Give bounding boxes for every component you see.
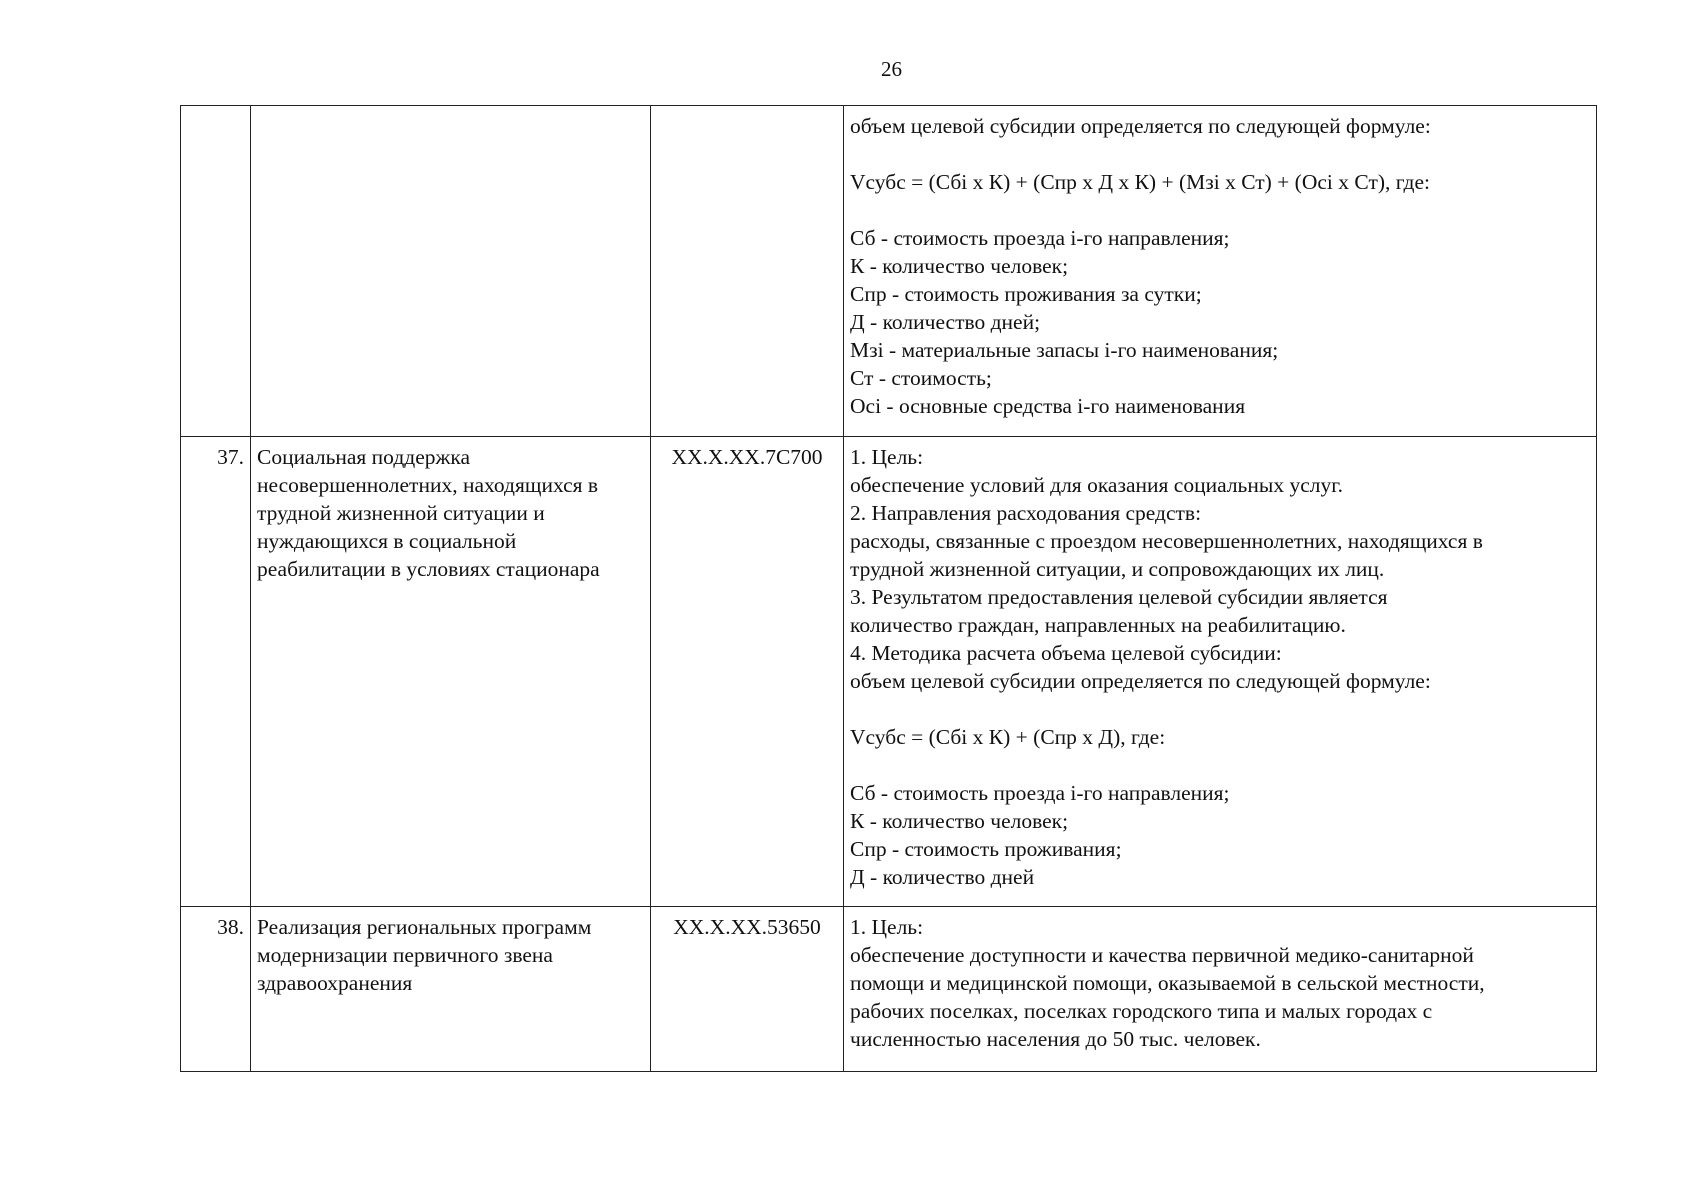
desc-line: расходы, связанные с проездом несовершеннолетних, находящихся в — [850, 529, 1483, 553]
desc-line: обеспечение условий для оказания социальных услуг. — [850, 473, 1343, 497]
desc-line: К - количество человек; — [850, 254, 1069, 278]
desc-line: количество граждан, направленных на реабилитацию. — [850, 613, 1346, 637]
desc-line: объем целевой субсидии определяется по следующей формуле: — [850, 669, 1431, 693]
desc-line: Осi - основные средства i-го наименования — [850, 394, 1246, 418]
desc-line: трудной жизненной ситуации, и сопровождающих их лиц. — [850, 557, 1385, 581]
desc-line: численностью населения до 50 тыс. человек. — [850, 1027, 1261, 1051]
desc-line: Спр - стоимость проживания за сутки; — [850, 282, 1202, 306]
desc-line: рабочих поселках, поселках городского типа и малых городах с — [850, 999, 1433, 1023]
row-code: XX.X.XX.7C700 — [651, 437, 844, 907]
name-line: Реализация региональных программ — [257, 915, 592, 939]
desc-line: Сб - стоимость проезда i-го направления; — [850, 226, 1230, 250]
desc-line: 1. Цель: — [850, 445, 924, 469]
desc-line: 1. Цель: — [850, 915, 924, 939]
row-number: 38. — [181, 907, 251, 1072]
desc-line: помощи и медицинской помощи, оказываемой в сельской местности, — [850, 971, 1485, 995]
row-number: 37. — [181, 437, 251, 907]
table-body — [181, 106, 1597, 1072]
name-line: несовершеннолетних, находящихся в — [257, 473, 599, 497]
desc-line: Мзi - материальные запасы i-го наименования; — [850, 338, 1279, 362]
name-line: Социальная поддержка — [257, 445, 471, 469]
row-description — [844, 106, 1597, 437]
row-name — [251, 907, 651, 1072]
desc-line: К - количество человек; — [850, 809, 1069, 833]
row-name — [251, 106, 651, 437]
desc-line: Д - количество дней — [850, 865, 1035, 889]
desc-line: обеспечение доступности и качества первичной медико-санитарной — [850, 943, 1474, 967]
desc-line: 4. Методика расчета объема целевой субсидии: — [850, 641, 1282, 665]
table-row — [181, 106, 1597, 437]
name-line: реабилитации в условиях стационара — [257, 557, 600, 581]
formula-line: Vсубс = (Сбi х К) + (Спр х Д х К) + (Мзi х Ст) + (Осi х Ст), где: — [850, 170, 1430, 194]
desc-line: Сб - стоимость проезда i-го направления; — [850, 781, 1230, 805]
table-row — [181, 907, 1597, 1072]
name-line: здравоохранения — [257, 971, 413, 995]
formula-line: Vсубс = (Сбi х К) + (Спр х Д), где: — [850, 725, 1166, 749]
row-name — [251, 437, 651, 907]
desc-line: объем целевой субсидии определяется по следующей формуле: — [850, 114, 1431, 138]
desc-line: Д - количество дней; — [850, 310, 1041, 334]
row-number — [181, 106, 251, 437]
name-line: нуждающихся в социальной — [257, 529, 517, 553]
name-line: трудной жизненной ситуации и — [257, 501, 545, 525]
desc-line: 3. Результатом предоставления целевой субсидии является — [850, 585, 1388, 609]
row-code: XX.X.XX.53650 — [651, 907, 844, 1072]
page-number: 26 — [881, 57, 902, 81]
desc-line: Спр - стоимость проживания; — [850, 837, 1122, 861]
row-description — [844, 437, 1597, 907]
row-code — [651, 106, 844, 437]
desc-line: Ст - стоимость; — [850, 366, 992, 390]
desc-line: 2. Направления расходования средств: — [850, 501, 1202, 525]
table-row — [181, 437, 1597, 907]
name-line: модернизации первичного звена — [257, 943, 553, 967]
subsidy-table — [180, 105, 1597, 1072]
row-description — [844, 907, 1597, 1072]
